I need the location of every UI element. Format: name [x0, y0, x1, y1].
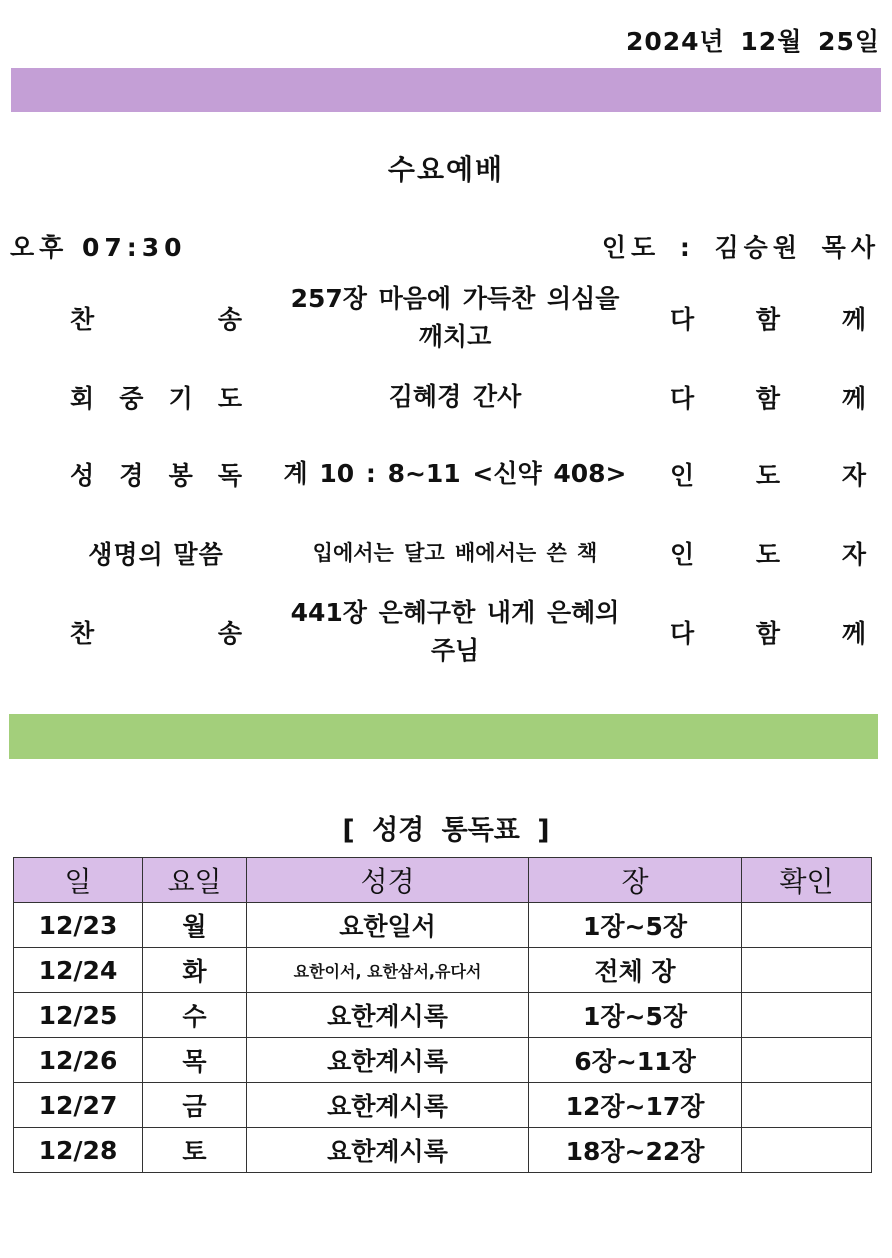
- order-who-char: 께: [841, 384, 866, 413]
- order-label-char: 독: [217, 461, 242, 490]
- table-row: [14, 1038, 872, 1083]
- table-row: [14, 948, 872, 993]
- order-item-prayer: [0, 375, 892, 419]
- reading-plan-title: [ 성경 통독표 ]: [342, 815, 550, 846]
- order-participants: [670, 375, 866, 419]
- cell-chapters: 6장~11장: [529, 1038, 742, 1083]
- order-label-char: 기: [168, 384, 193, 413]
- table-row: [14, 993, 872, 1038]
- cell-day: 12/25: [14, 993, 143, 1038]
- order-item-hymn-opening: [0, 278, 892, 358]
- cell-book: 요한계시록: [247, 993, 529, 1038]
- order-who-char: 도: [755, 540, 781, 569]
- order-who-char: 다: [670, 305, 695, 334]
- order-who-char: 함: [755, 619, 781, 648]
- cell-day: 12/24: [14, 948, 143, 993]
- cell-day: 12/27: [14, 1083, 143, 1128]
- order-who-char: 함: [755, 305, 781, 334]
- order-content-line: 441장 은혜구한 내게 은혜의: [290, 598, 620, 627]
- order-content: [270, 452, 640, 496]
- order-label: [70, 452, 242, 496]
- cell-weekday: 월: [143, 903, 247, 948]
- order-item-hymn-closing: [0, 592, 892, 672]
- cell-weekday: 수: [143, 993, 247, 1038]
- order-content-line: 257장 마음에 가득찬 의심을: [290, 284, 620, 313]
- cell-check[interactable]: [742, 948, 872, 993]
- order-label-char: 찬: [70, 619, 95, 648]
- cell-book: 요한일서: [247, 903, 529, 948]
- cell-chapters: 1장~5장: [529, 903, 742, 948]
- cell-book: 요한계시록: [247, 1038, 529, 1083]
- reading-plan-table: [13, 857, 872, 1173]
- middle-decorative-bar: [9, 714, 878, 759]
- order-label: [70, 592, 242, 672]
- order-content: [270, 592, 640, 672]
- table-header-row: [14, 858, 872, 903]
- order-participants: [670, 531, 866, 575]
- cell-day: 12/26: [14, 1038, 143, 1083]
- cell-check[interactable]: [742, 1038, 872, 1083]
- cell-book: 요한이서, 요한삼서,유다서: [247, 948, 529, 993]
- order-who-char: 다: [670, 384, 695, 413]
- service-leader: 인도 : 김승원 목사: [601, 233, 880, 262]
- header-book: 성경: [247, 858, 529, 903]
- cell-chapters: 18장~22장: [529, 1128, 742, 1173]
- order-label-char: 도: [217, 384, 242, 413]
- order-who-char: 도: [755, 461, 781, 490]
- order-label-char: 중: [119, 384, 144, 413]
- cell-book: 요한계시록: [247, 1128, 529, 1173]
- order-content: [270, 375, 640, 419]
- cell-chapters: 1장~5장: [529, 993, 742, 1038]
- order-label-char: 찬: [70, 305, 95, 334]
- header-chapters: 장: [529, 858, 742, 903]
- order-label-char: 성: [70, 461, 95, 490]
- order-participants: [670, 452, 866, 496]
- order-who-char: 함: [755, 384, 781, 413]
- order-who-char: 께: [841, 305, 866, 334]
- top-decorative-bar: [11, 68, 881, 112]
- cell-check[interactable]: [742, 993, 872, 1038]
- bulletin-date: 2024년 12월 25일: [625, 27, 880, 56]
- order-who-char: 자: [841, 461, 866, 490]
- cell-day: 12/23: [14, 903, 143, 948]
- order-content-line: 주님: [430, 636, 480, 665]
- cell-weekday: 목: [143, 1038, 247, 1083]
- order-participants: [670, 592, 866, 672]
- order-content-line: 계 10 : 8~11 <신약 408>: [283, 459, 627, 488]
- cell-weekday: 화: [143, 948, 247, 993]
- order-label: 생명의 말씀: [88, 540, 224, 569]
- order-content-line: 입에서는 달고 배에서는 쓴 책: [312, 541, 598, 565]
- header-weekday: 요일: [143, 858, 247, 903]
- order-content-line: 김혜경 간사: [388, 382, 522, 411]
- order-who-char: 인: [670, 540, 695, 569]
- table-row: [14, 1128, 872, 1173]
- header-check: 확인: [742, 858, 872, 903]
- table-row: [14, 1083, 872, 1128]
- order-item-sermon: [0, 531, 892, 575]
- order-item-scripture: [0, 452, 892, 496]
- service-time: 오후 07:30: [10, 233, 187, 262]
- table-row: [14, 903, 872, 948]
- order-label-char: 회: [70, 384, 95, 413]
- cell-day: 12/28: [14, 1128, 143, 1173]
- order-who-char: 다: [670, 619, 695, 648]
- cell-book: 요한계시록: [247, 1083, 529, 1128]
- order-participants: [670, 278, 866, 358]
- order-who-char: 자: [841, 540, 866, 569]
- cell-chapters: 전체 장: [529, 948, 742, 993]
- header-day: 일: [14, 858, 143, 903]
- order-label-char: 경: [119, 461, 144, 490]
- cell-check[interactable]: [742, 903, 872, 948]
- order-label-char: 송: [217, 619, 242, 648]
- order-content-line: 깨치고: [418, 322, 492, 351]
- order-label-char: 봉: [168, 461, 193, 490]
- cell-weekday: 금: [143, 1083, 247, 1128]
- order-who-char: 께: [841, 619, 866, 648]
- service-title: 수요예배: [387, 153, 505, 186]
- order-content: [270, 531, 640, 575]
- cell-weekday: 토: [143, 1128, 247, 1173]
- order-label-char: 송: [217, 305, 242, 334]
- order-label: [70, 278, 242, 358]
- order-content: [270, 278, 640, 358]
- order-label: [70, 375, 242, 419]
- order-who-char: 인: [670, 461, 695, 490]
- cell-check[interactable]: [742, 1128, 872, 1173]
- cell-chapters: 12장~17장: [529, 1083, 742, 1128]
- cell-check[interactable]: [742, 1083, 872, 1128]
